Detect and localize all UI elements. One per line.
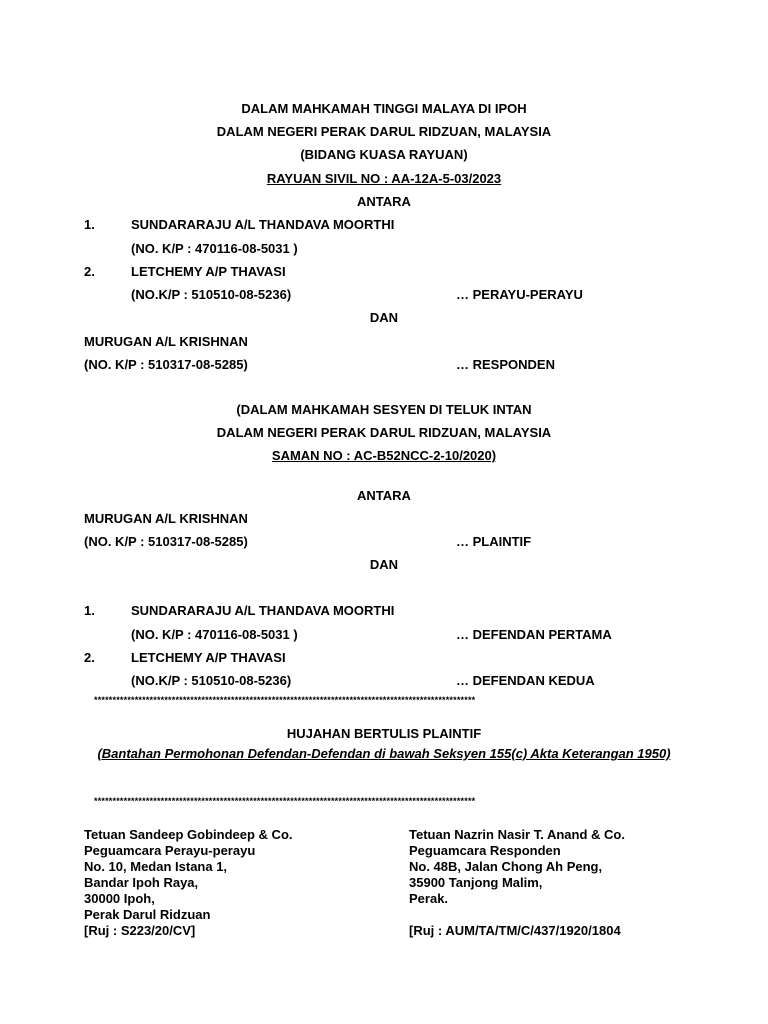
court-state: DALAM NEGERI PERAK DARUL RIDZUAN, MALAYSIA	[216, 124, 552, 139]
respondent-solicitors	[409, 827, 625, 939]
separator-line: *******************************************************************************************************	[94, 695, 476, 705]
party-number: 2.	[84, 650, 95, 665]
document-subtitle: (Bantahan Permohonan Defendan-Defendan di bawah Seksyen 155(c) Akta Keterangan 1950)	[97, 746, 671, 761]
and-label: DAN	[369, 557, 399, 572]
court-title: DALAM MAHKAMAH TINGGI MALAYA DI IPOH	[241, 101, 527, 116]
appellant-role: … PERAYU-PERAYU	[456, 287, 583, 302]
sessions-court-title: (DALAM MAHKAMAH SESYEN DI TELUK INTAN	[236, 402, 532, 417]
firm-role: Peguamcara Perayu-perayu	[84, 843, 256, 858]
between-label: ANTARA	[357, 488, 411, 503]
address-line: Perak.	[409, 891, 449, 906]
and-label: DAN	[369, 310, 399, 325]
spacer	[409, 907, 625, 923]
address-line: Bandar Ipoh Raya,	[84, 875, 199, 890]
plaintiff-name: MURUGAN A/L KRISHNAN	[84, 511, 248, 526]
sessions-court-state: DALAM NEGERI PERAK DARUL RIDZUAN, MALAYSIA	[216, 425, 552, 440]
firm-role: Peguamcara Responden	[409, 843, 561, 858]
court-jurisdiction: (BIDANG KUASA RAYUAN)	[300, 147, 468, 162]
appellant-1-name: SUNDARARAJU A/L THANDAVA MOORTHI	[131, 217, 395, 232]
appellant-1-ic: (NO. K/P : 470116-08-5031 )	[131, 241, 298, 256]
defendant-2-ic: (NO.K/P : 510510-08-5236)	[131, 673, 292, 688]
address-line: Perak Darul Ridzuan	[84, 907, 211, 922]
appellant-2-name: LETCHEMY A/P THAVASI	[131, 264, 286, 279]
respondent-name: MURUGAN A/L KRISHNAN	[84, 334, 248, 349]
party-number: 1.	[84, 603, 95, 618]
defendant-2-name: LETCHEMY A/P THAVASI	[131, 650, 286, 665]
appellant-2-ic: (NO.K/P : 510510-08-5236)	[131, 287, 292, 302]
appellants-solicitors	[84, 827, 293, 939]
defendant-1-role: … DEFENDAN PERTAMA	[456, 627, 612, 642]
defendant-2-role: … DEFENDAN KEDUA	[456, 673, 595, 688]
address-line: No. 10, Medan Istana 1,	[84, 859, 228, 874]
sessions-case-number: SAMAN NO : AC-B52NCC-2-10/2020)	[271, 448, 497, 463]
reference-number: [Ruj : AUM/TA/TM/C/437/1920/1804	[409, 923, 621, 938]
appeal-case-number: RAYUAN SIVIL NO : AA-12A-5-03/2023	[266, 171, 502, 186]
firm-name: Tetuan Nazrin Nasir T. Anand & Co.	[409, 827, 625, 842]
respondent-ic: (NO. K/P : 510317-08-5285)	[84, 357, 248, 372]
plaintiff-ic: (NO. K/P : 510317-08-5285)	[84, 534, 248, 549]
document-title: HUJAHAN BERTULIS PLAINTIF	[286, 726, 482, 741]
address-line: 30000 Ipoh,	[84, 891, 155, 906]
party-number: 1.	[84, 217, 95, 232]
reference-number: [Ruj : S223/20/CV]	[84, 923, 196, 938]
defendant-1-name: SUNDARARAJU A/L THANDAVA MOORTHI	[131, 603, 395, 618]
between-label: ANTARA	[357, 194, 411, 209]
respondent-role: … RESPONDEN	[456, 357, 555, 372]
plaintiff-role: … PLAINTIF	[456, 534, 532, 549]
address-line: 35900 Tanjong Malim,	[409, 875, 543, 890]
separator-line: *******************************************************************************************************	[94, 796, 476, 806]
firm-name: Tetuan Sandeep Gobindeep & Co.	[84, 827, 293, 842]
defendant-1-ic: (NO. K/P : 470116-08-5031 )	[131, 627, 298, 642]
party-number: 2.	[84, 264, 95, 279]
address-line: No. 48B, Jalan Chong Ah Peng,	[409, 859, 603, 874]
